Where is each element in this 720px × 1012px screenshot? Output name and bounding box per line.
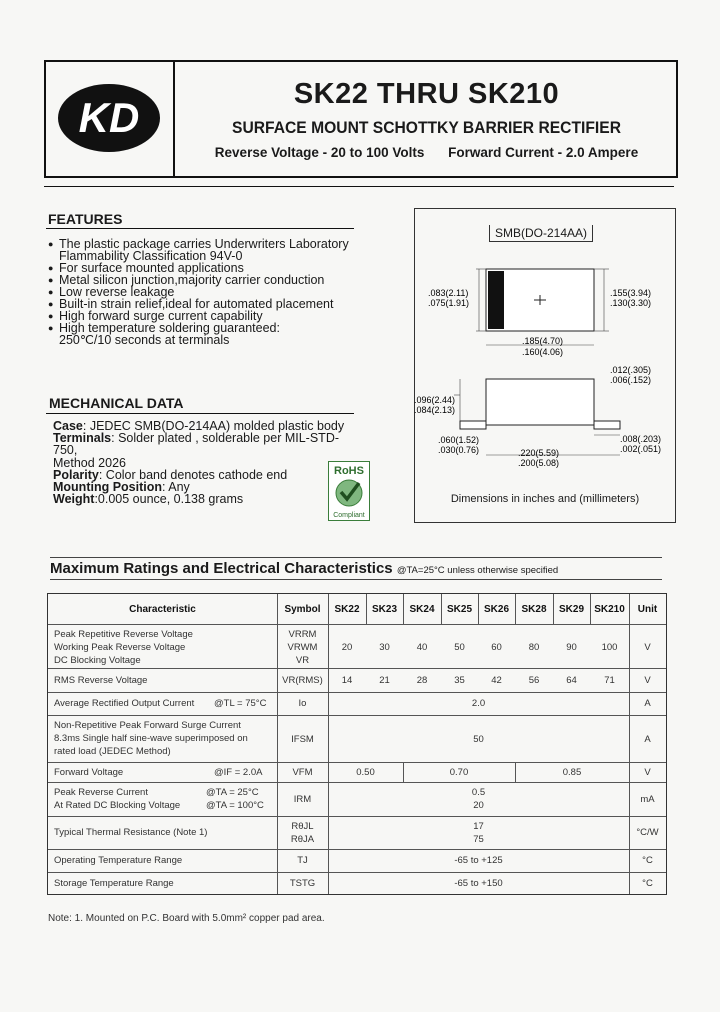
value: 17 [473,821,484,832]
mech-row: Terminals: Solder plated , solderable per MIL-STD-750, [53,431,340,458]
col-header: SK25 [446,604,472,615]
char-label: At Rated DC Blocking Voltage [54,800,181,811]
dim-label: .008(.203) [620,434,662,444]
feature-item: ● Built-in strain relief,ideal for automated placement [48,298,398,310]
symbol: TSTG [289,878,316,889]
col-header: SK22 [334,604,360,615]
reverse-voltage-spec: Reverse Voltage - 20 to 100 Volts [214,145,425,160]
char-label: rated load (JEDEC Method) [54,746,171,757]
value: 80 [528,642,540,653]
char-label: DC Blocking Voltage [54,655,141,666]
symbol: VR [295,655,310,666]
header-rule [44,186,674,187]
col-header: Characteristic [129,604,196,615]
feature-item: ● High temperature soldering guaranteed: [48,322,398,334]
char-label: Average Rectified Output Current [54,698,195,709]
value: 60 [491,642,502,653]
char-label: RMS Reverse Voltage [54,675,148,686]
features-rule [46,228,354,229]
dim-label: .155(3.94) [610,288,652,298]
col-header: Unit [637,604,658,615]
value: 50 [454,642,465,653]
dim-label: .083(2.11) [428,288,469,298]
char-label: Peak Reverse Current [54,787,148,798]
kd-logo [56,82,162,154]
unit: °C [642,878,653,889]
ratings-title: Maximum Ratings and Electrical Characteristics @TA=25°C unless otherwise specified [50,560,559,577]
value: 56 [528,675,540,686]
dim-label: .084(2.13) [414,405,456,415]
unit: V [644,642,651,653]
col-header: SK28 [521,604,547,615]
value: 75 [473,834,484,845]
value: 42 [491,675,502,686]
symbol: RθJL [291,821,314,832]
unit: °C/W [636,827,659,838]
col-header: SK26 [483,604,509,615]
value: 14 [341,675,353,686]
mech-row: Polarity: Color band denotes cathode end [53,467,288,482]
feature-item: ● Low reverse leakage [48,286,398,298]
mechanical-data [53,420,363,505]
unit: A [644,734,651,745]
forward-current-spec: Forward Current - 2.0 Ampere [448,145,639,160]
dim-label: .075(1.91) [428,298,470,308]
ratings-table [47,593,667,895]
page-title: SK22 THRU SK210 [293,78,560,110]
features-heading: FEATURES [48,211,123,227]
mech-row: Case: JEDEC SMB(DO-214AA) molded plastic body [53,419,345,433]
value: -65 to +125 [454,855,503,866]
features-list [48,238,398,346]
symbol: RθJA [290,834,315,845]
char-label: 8.3ms Single half sine-wave superimposed on [54,733,248,744]
value: 40 [416,642,428,653]
rohs-label: RoHS [334,465,364,477]
symbol: VRWM [287,642,318,653]
value: 20 [473,800,484,811]
dim-label: .060(1.52) [438,435,480,445]
mech-row: Weight:0.005 ounce, 0.138 grams [53,492,244,507]
feature-item-cont: 250℃/10 seconds at terminals [59,333,230,347]
char-label: Storage Temperature Range [54,878,174,889]
footnote: Note: 1. Mounted on P.C. Board with 5.0mm² copper pad area. [48,913,325,924]
condition: @TL = 75°C [214,698,267,709]
unit: mA [640,794,655,805]
feature-item: ● The plastic package carries Underwriters Laboratory [48,238,398,250]
symbol: Io [298,698,307,709]
value: 2.0 [471,698,486,709]
value: 20 [341,642,353,653]
value: 21 [379,675,390,686]
package-caption: Dimensions in inches and (millimeters) [450,493,640,505]
cathode-band [488,271,504,329]
unit: °C [642,855,653,866]
col-header: Symbol [284,604,321,615]
char-label: Typical Thermal Resistance (Note 1) [54,827,208,838]
value: -65 to +150 [454,878,503,889]
rohs-compliant: Compliant [333,512,365,519]
value: 64 [566,675,577,686]
feature-item-cont: Flammability Classification 94V-0 [59,249,243,263]
condition: @IF = 2.0A [214,767,263,778]
dim-label: .006(.152) [610,375,652,385]
package-drawing [414,255,676,485]
symbol: IFSM [291,734,314,745]
symbol: TJ [297,855,308,866]
value: 0.70 [449,767,469,778]
dim-label: .200(5.08) [518,458,560,468]
spec-line [175,145,678,160]
value: 0.85 [562,767,582,778]
logo-text: KD [78,94,140,141]
value: 71 [604,675,615,686]
col-header: SK210 [594,604,625,615]
dim-label: .185(4.70) [522,336,564,346]
condition: @TA = 25°C [206,787,259,798]
mechanical-heading: MECHANICAL DATA [49,395,184,411]
unit: A [644,698,651,709]
feature-item: ● High forward surge current capability [48,310,398,322]
mechanical-rule [46,413,354,414]
char-label: Operating Temperature Range [54,855,183,866]
page-subtitle: SURFACE MOUNT SCHOTTKY BARRIER RECTIFIER [232,118,621,137]
dim-label: .002(.051) [620,444,662,454]
col-header: SK29 [558,604,584,615]
value: 30 [379,642,390,653]
symbol: VR(RMS) [282,675,323,686]
dim-label: .096(2.44) [414,395,456,405]
value: 100 [601,642,618,653]
char-label: Forward Voltage [54,767,124,778]
symbol: VRRM [288,629,317,640]
dim-label: .012(.305) [610,365,652,375]
feature-item: ● Metal silicon junction,majority carrier conduction [48,274,398,286]
char-label: Peak Repetitive Reverse Voltage [54,629,193,640]
char-label: Working Peak Reverse Voltage [54,642,186,653]
package-body-side [486,379,594,425]
ratings-rule-bottom [50,579,662,580]
feature-item: ● For surface mounted applications [48,262,398,274]
mech-row: Method 2026 [53,455,126,470]
value: 0.5 [471,787,486,798]
unit: V [644,675,651,686]
package-title: SMB(DO-214AA) [489,225,593,242]
dim-label: .220(5.59) [518,448,560,458]
ratings-condition: @TA=25°C unless otherwise specified [396,565,559,576]
dim-label: .030(0.76) [438,445,480,455]
dim-label: .130(3.30) [610,298,652,308]
dim-label: .160(4.06) [522,347,564,357]
unit: V [644,767,651,778]
condition: @TA = 100°C [206,800,264,811]
value: 28 [416,675,428,686]
value: 90 [566,642,577,653]
ratings-rule-top [50,557,662,558]
value: 50 [473,734,484,745]
value: 0.50 [356,767,375,778]
col-header: SK24 [409,604,435,615]
char-label: Non-Repetitive Peak Forward Surge Current [54,720,241,731]
rohs-logo [328,461,370,521]
col-header: SK23 [371,604,397,615]
value: 35 [454,675,465,686]
mech-row: Mounting Position: Any [53,480,190,495]
symbol: VFM [292,767,313,778]
symbol: IRM [293,794,312,805]
logo-cell [46,62,175,176]
